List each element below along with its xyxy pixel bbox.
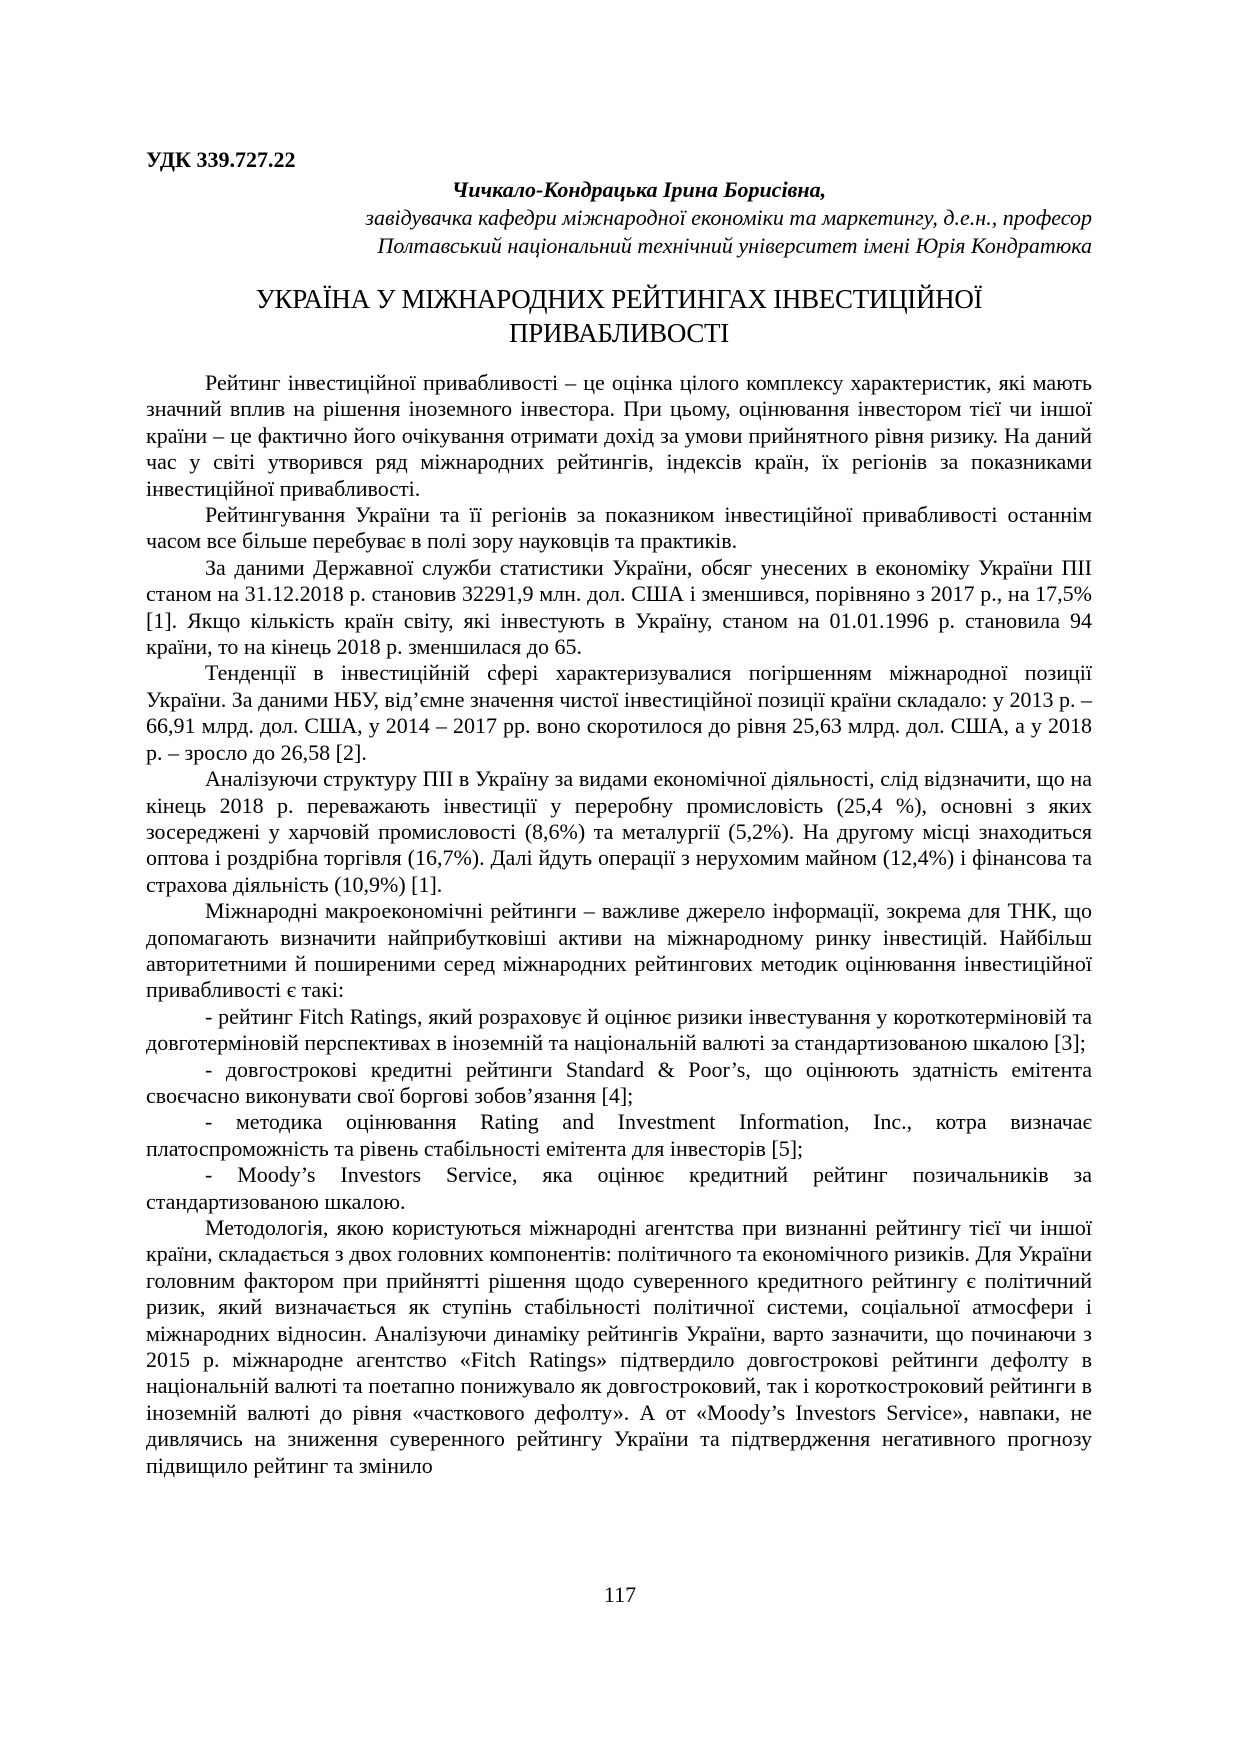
document-page [146,146,1092,1479]
article-title [146,282,1092,350]
udk-code: УДК 339.727.22 [146,147,296,172]
author-position: завідувачка кафедри міжнародної економіки та маркетингу, д.е.н., професор [365,205,1092,230]
body-paragraph: Аналізуючи структуру ПІІ в Україну за видами економічної діяльності, слід відзначити, що на кінець 2018 р. переважають інвестиції у переробну промисловість (25,4 %), основні з яких зосереджені у харчовій промисловості (8,6%) та металургії (5,2%). На другому місці знаходиться оптова і роздрібна торгівля (16,7%). Далі йдуть операції з нерухомим майном (12,4%) і фінансова та страхова діяльність (10,9%) [1]. [146,766,1092,897]
list-item: - рейтинг Fitch Ratings, який розраховує й оцінює ризики інвестування у короткотерміновій та довготерміновій перспективах в іноземній та національній валюті за стандартизованою шкалою [3]; [146,1003,1092,1056]
body-paragraph: Рейтинг інвестиційної привабливості – це оцінка цілого комплексу характеристик, які мають значний вплив на рішення іноземного інвестора. При цьому, оцінювання інвестором тієї чи іншої країни – це фактично його очікування отримати дохід за умови прийнятного рівня ризику. На даний час у світі утворився ряд міжнародних рейтингів, індексів країн, їх регіонів за показниками інвестиційної привабливості. [146,370,1092,501]
page-number: 117 [603,1582,637,1607]
list-item: - Moody’s Investors Service, яка оцінює кредитний рейтинг позичальників за стандартизованою шкалою. [146,1162,1092,1214]
author-affiliation: Полтавський національний технічний університет імені Юрія Кондратюка [377,233,1092,258]
author-name: Чичкало-Кондрацька Ірина Борисівна, [451,177,827,202]
list-item: - довгострокові кредитні рейтинги Standard & Poor’s, що оцінюють здатність емітента своєчасно виконувати свої боргові зобов’язання [4]; [146,1056,1092,1108]
body-paragraph: За даними Державної служби статистики України, обсяг унесених в економіку України ПІІ станом на 31.12.2018 р. становив 32291,9 млн. дол. США і зменшився, порівняно з 2017 р., на 17,5% [1]. Якщо кількість країн світу, які інвестують в Україну, станом на 01.01.1996 р. становила 94 країни, то на кінець 2018 р. зменшилася до 65. [146,554,1092,660]
author-block [146,176,1092,260]
body-paragraph: Тенденції в інвестиційній сфері характеризувалися погіршенням міжнародної позиції України. За даними НБУ, від’ємне значення чистої інвестиційної позиції країни складало: у 2013 р. – 66,91 млрд. дол. США, у 2014 – 2017 рр. воно скоротилося до рівня 25,63 млрд. дол. США, а у 2018 р. – зросло до 26,58 [2]. [146,660,1092,765]
body-paragraph: Рейтингування України та її регіонів за показником інвестиційної привабливості останнім часом все більше перебуває в полі зору науковців та практиків. [146,502,1092,554]
article-body [146,370,1092,1479]
article-title-line: УКРАЇНА У МІЖНАРОДНИХ РЕЙТИНГАХ ІНВЕСТИЦІЙНОЇ [255,284,983,314]
body-paragraph: Методологія, якою користуються міжнародні агентства при визнанні рейтингу тієї чи іншої країни, складається з двох головних компонентів: політичного та економічного ризиків. Для України головним фактором при прийнятті рішення щодо суверенного кредитного рейтингу є політичний ризик, який визначається як ступінь стабільності політичної системи, соціальної атмосфери і міжнародних відносин. Аналізуючи динаміку рейтингів України, варто зазначити, що починаючи з 2015 р. міжнародне агентство «Fitch Ratings» підтвердило довгострокові рейтинги дефолту в національній валюті та поетапно понижувало як довгостроковий, так і короткостроковий рейтинги в іноземній валюті до рівня «часткового дефолту». А от «Moody’s Investors Service», навпаки, не дивлячись на зниження суверенного рейтингу України та підтвердження негативного прогнозу підвищило рейтинг та змінило [146,1215,1092,1478]
article-title-line: ПРИВАБЛИВОСТІ [509,318,729,348]
list-item: - методика оцінювання Rating and Investment Information, Inc., котра визначає платоспроможність та рівень стабільності емітента для інвесторів [5]; [146,1109,1092,1161]
body-paragraph: Міжнародні макроекономічні рейтинги – важливе джерело інформації, зокрема для ТНК, що допомагають визначити найприбутковіші активи на міжнародному ринку інвестицій. Найбільш авторитетними й поширеними серед міжнародних рейтингових методик оцінювання інвестиційної привабливості є такі: [146,898,1092,1003]
